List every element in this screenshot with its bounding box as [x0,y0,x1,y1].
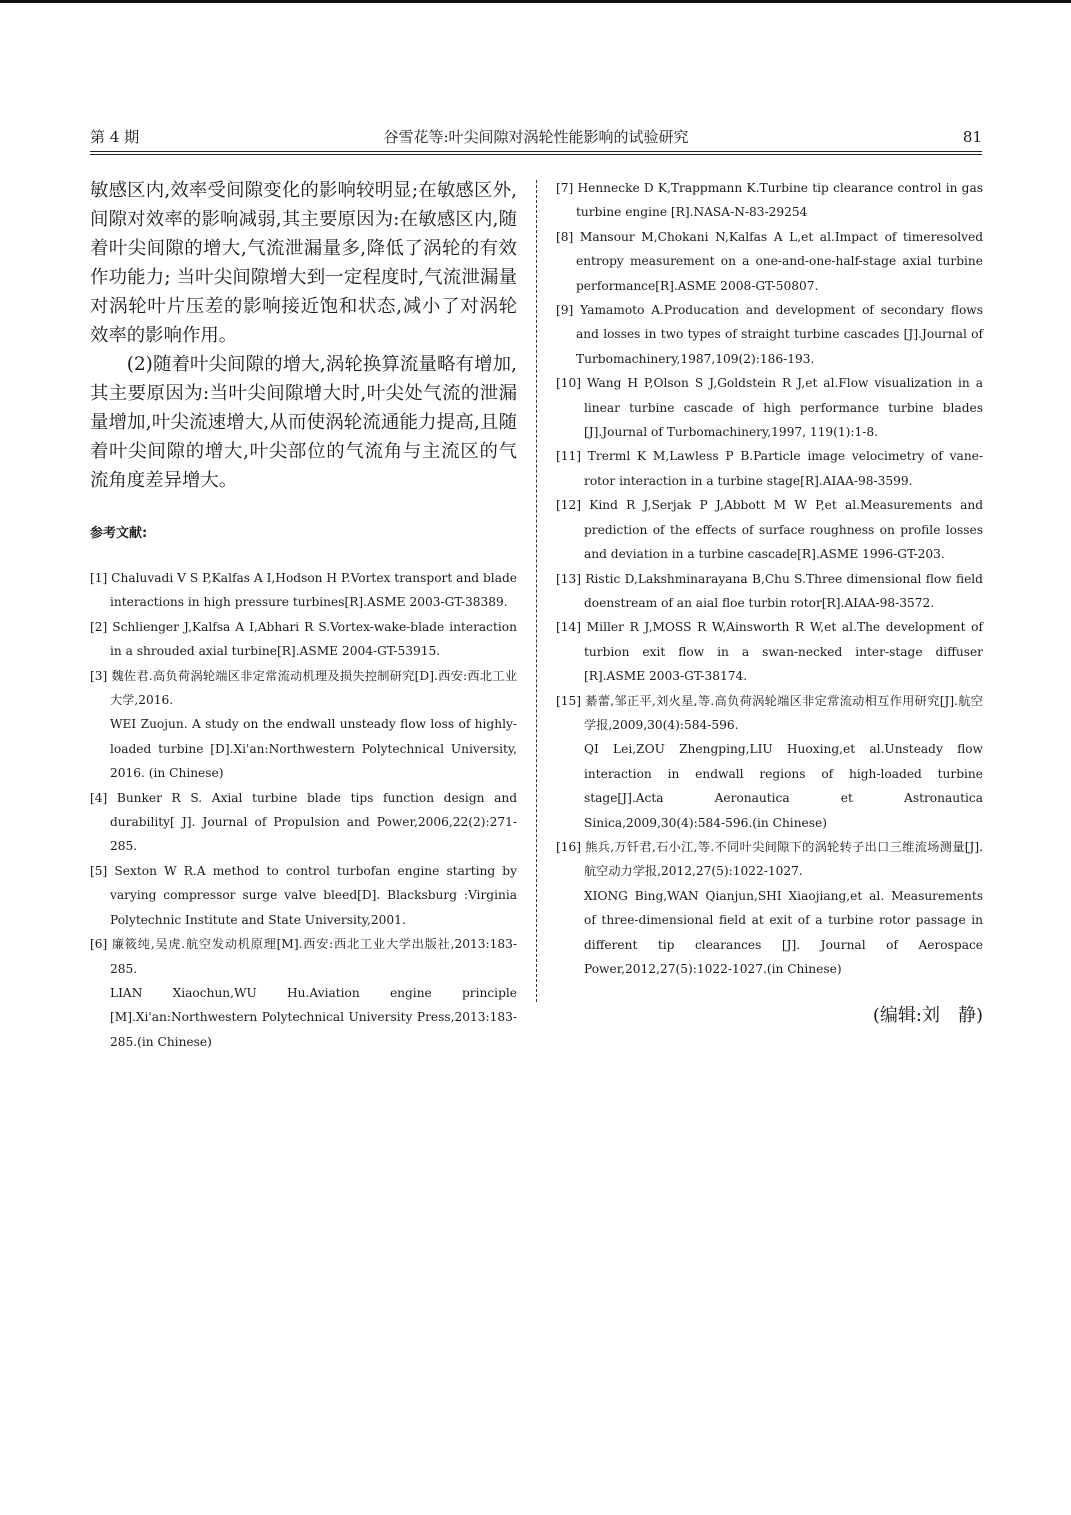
editor-credit: (编辑:刘 静) [872,1005,983,1027]
reference-item: [13] Ristic D,Lakshminarayana B,Chu S.Three dimensional flow field doenstream of an aial floe turbin rotor[R].AIAA-98-3572. [556,571,983,610]
reference-item: [2] Schlienger J,Kalfsa A I,Abhari R S.Vortex-wake-blade interaction in a shrouded axial turbine[R].ASME 2004-GT-53915. [90,619,517,659]
left-column [90,176,517,1054]
reference-translation: XIONG Bing,WAN Qianjun,SHI Xiaojiang,et al. Measurements of three-dimensional field at exit of a turbine rotor passage in different tip clearances [J]. Journal of Aerospace Power,2012,27(5):1022-1027.(in Chinese) [584,888,983,976]
reference-item: [6] 廉筱纯,吴虎.航空发动机原理[M].西安:西北工业大学出版社,2013:183-285. [90,937,517,976]
column-divider [536,180,537,1002]
running-title: 谷雪花等:叶尖间隙对涡轮性能影响的试验研究 [383,128,689,146]
references-heading: 参考文献: [90,526,148,541]
reference-translation: WEI Zuojun. A study on the endwall unsteady flow loss of highly-loaded turbine [D].Xi'an:Northwestern Polytechnical University, 2016. (in Chinese) [110,717,517,781]
right-column [556,176,983,1029]
reference-item: [1] Chaluvadi V S P,Kalfas A I,Hodson H P.Vortex transport and blade interactions in high pressure turbines[R].ASME 2003-GT-38389. [90,571,517,610]
reference-item: [12] Kind R J,Serjak P J,Abbott M W P,et al.Measurements and prediction of the effects of surface roughness on profile losses and deviation in a turbine cascade[R].ASME 1996-GT-203. [556,498,983,562]
reference-translation: LIAN Xiaochun,WU Hu.Aviation engine principle [M].Xi'an:Northwestern Polytechnical University Press,2013:183-285.(in Chinese) [110,985,517,1049]
body-paragraph: 敏感区内,效率受间隙变化的影响较明显;在敏感区外,间隙对效率的影响减弱,其主要原因为:在敏感区内,随着叶尖间隙的增大,气流泄漏量多,降低了涡轮的有效作功能力; 当叶尖间隙增大到一定程度时,气流泄漏量对涡轮叶片压差的影响接近饱和状态,减小了对涡轮效率的影响作用。 [90,180,517,346]
header-rule [90,154,982,155]
reference-item: [8] Mansour M,Chokani N,Kalfas A L,et al.Impact of timeresolved entropy measurement on a one-and-one-half-stage axial turbine performance[R].ASME 2008-GT-50807. [556,229,983,293]
issue-label: 第 4 期 [90,128,140,146]
header-rule [90,151,982,152]
top-border-rule [0,0,1071,3]
reference-item: [16] 熊兵,万钎君,石小江,等.不同叶尖间隙下的涡轮转子出口三维流场测量[J].航空动力学报,2012,27(5):1022-1027. [556,839,983,879]
reference-item: [4] Bunker R S. Axial turbine blade tips function design and durability[ J]. Journal of Propulsion and Power,2006,22(2):271- 285. [90,790,517,854]
reference-item: [10] Wang H P,Olson S J,Goldstein R J,et al.Flow visualization in a linear turbine cascade of high performance turbine blades [J].Journal of Turbomachinery,1997, 119(1):1-8. [556,376,983,440]
page-number: 81 [962,128,982,146]
reference-item: [9] Yamamoto A.Producation and development of secondary flows and losses in two types of straight turbine cascades [J].Journal of Turbomachinery,1987,109(2):186-193. [556,303,983,366]
reference-item: [5] Sexton W R.A method to control turbofan engine starting by varying compressor surge valve bleed[D]. Blacksburg :Virginia Polytechnic Institute and State University,2001. [90,863,517,927]
reference-item: [11] Trerml K M,Lawless P B.Particle image velocimetry of vane-rotor interaction in a turbine stage[R].AIAA-98-3599. [556,449,983,488]
reference-item: [14] Miller R J,MOSS R W,Ainsworth R W,et al.The development of turbion exit flow in a swan-necked inter-stage diffuser [R].ASME 2003-GT-38174. [556,620,983,684]
reference-item: [7] Hennecke D K,Trappmann K.Turbine tip clearance control in gas turbine engine [R].NASA-N-83-29254 [556,181,983,220]
body-paragraph: (2)随着叶尖间隙的增大,涡轮换算流量略有增加,其主要原因为:当叶尖间隙增大时,叶尖处气流的泄漏量增加,叶尖流速增大,从而使涡轮流通能力提高,且随着叶尖间隙的增大,叶尖部位的气流角与主流区的气流角度差异增大。 [90,354,517,491]
reference-list-left [90,566,517,1054]
reference-item: [3] 魏佐君.高负荷涡轮端区非定常流动机理及损失控制研究[D].西安:西北工业大学,2016. [90,668,517,708]
reference-translation: QI Lei,ZOU Zhengping,LIU Huoxing,et al.Unsteady flow interaction in endwall regions of high-loaded turbine stage[J].Acta Aeronautica et Astronautica Sinica,2009,30(4):584-596.(in Chinese) [584,742,983,830]
reference-item: [15] 綦蕾,邹正平,刘火星,等.高负荷涡轮端区非定常流动相互作用研究[J].航空学报,2009,30(4):584-596. [556,693,983,732]
running-header [90,126,982,152]
